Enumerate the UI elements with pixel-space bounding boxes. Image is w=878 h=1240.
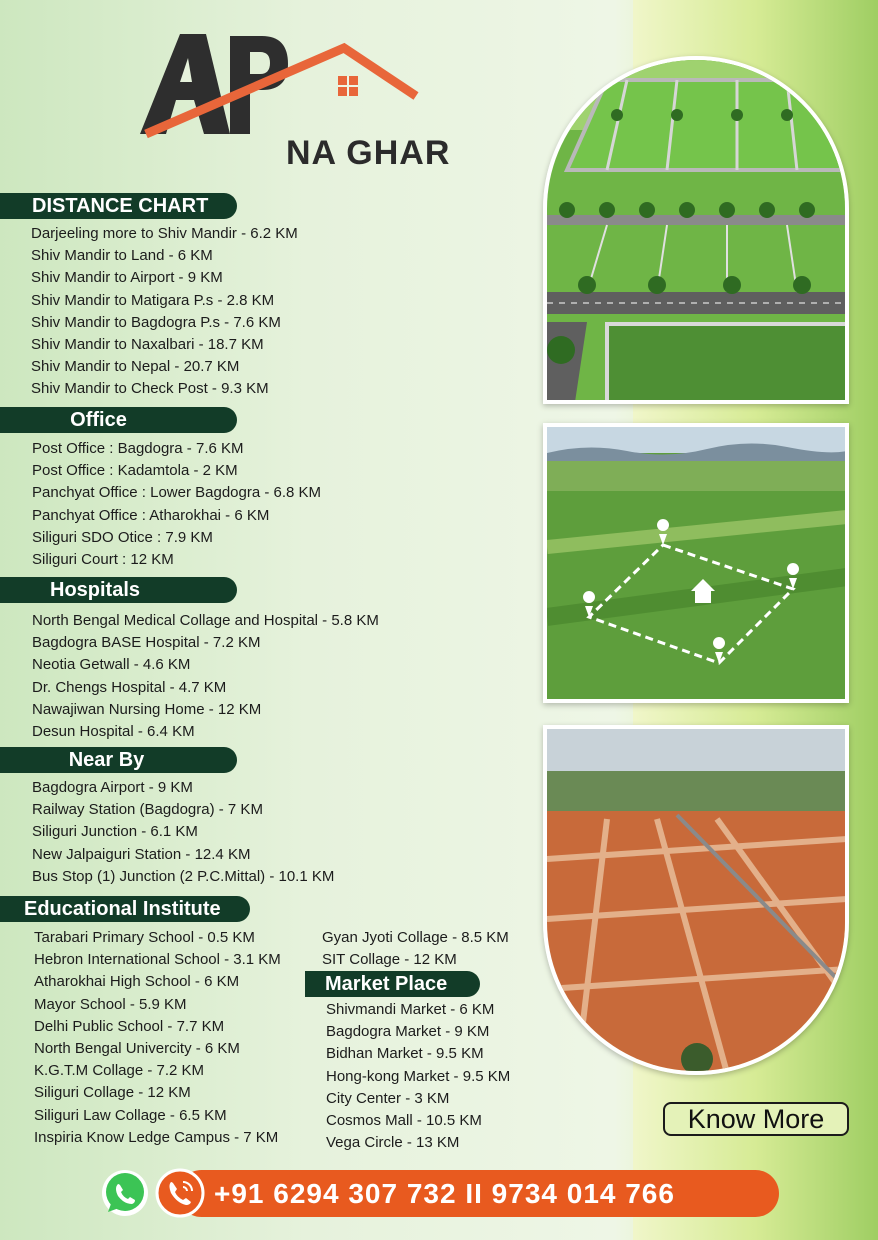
plot-boundary-photo <box>543 423 849 703</box>
list-item: Atharokhai High School - 6 KM <box>34 973 240 991</box>
list-item: Post Office : Bagdogra - 7.6 KM <box>32 440 244 457</box>
brand-logo <box>138 30 458 172</box>
list-item: Bidhan Market - 9.5 KM <box>326 1045 484 1063</box>
list-item: Darjeeling more to Shiv Mandir - 6.2 KM <box>31 225 298 242</box>
know-more-button[interactable]: Know More <box>663 1102 849 1136</box>
list-item: Shivmandi Market - 6 KM <box>326 1001 495 1018</box>
list-item: Gyan Jyoti Collage - 8.5 KM <box>322 929 509 946</box>
hospitals-list <box>32 610 379 743</box>
list-item: Panchyat Office : Lower Bagdogra - 6.8 KM <box>32 484 322 502</box>
list-item: Hong-kong Market - 9.5 KM <box>326 1067 511 1085</box>
education-list-right <box>322 927 509 971</box>
red-soil-plots-photo <box>543 725 849 1075</box>
phone-numbers-bar[interactable]: +91 6294 307 732 II 9734 014 766 <box>178 1170 779 1217</box>
whatsapp-icon[interactable] <box>100 1168 150 1218</box>
list-item: Mayor School - 5.9 KM <box>34 995 187 1013</box>
near-by-heading: Near By <box>0 747 237 773</box>
list-item: Bagdogra Market - 9 KM <box>326 1023 490 1041</box>
list-item: Shiv Mandir to Check Post - 9.3 KM <box>31 380 269 398</box>
list-item: Panchyat Office : Atharokhai - 6 KM <box>32 506 270 524</box>
list-item: Desun Hospital - 6.4 KM <box>32 722 195 740</box>
list-item: Dr. Chengs Hospital - 4.7 KM <box>32 678 227 696</box>
list-item: Vega Circle - 13 KM <box>326 1134 460 1152</box>
list-item: Neotia Getwall - 4.6 KM <box>32 656 191 674</box>
aerial-plots-photo <box>543 56 849 404</box>
list-item: Siliguri Court : 12 KM <box>32 550 174 568</box>
list-item: North Bengal Medical Collage and Hospital - 5.8 KM <box>32 612 379 629</box>
near-by-list <box>32 777 334 888</box>
list-item: Siliguri Collage - 12 KM <box>34 1084 191 1102</box>
list-item: Nawajiwan Nursing Home - 12 KM <box>32 700 262 718</box>
list-item: Bagdogra Airport - 9 KM <box>32 779 193 796</box>
list-item: Post Office : Kadamtola - 2 KM <box>32 462 238 480</box>
market-heading: Market Place <box>305 971 480 997</box>
education-list <box>34 927 281 1149</box>
distance-chart-heading: DISTANCE CHART <box>0 193 237 219</box>
list-item: Railway Station (Bagdogra) - 7 KM <box>32 801 263 819</box>
list-item: Bagdogra BASE Hospital - 7.2 KM <box>32 634 261 652</box>
market-list <box>326 999 510 1154</box>
list-item: Siliguri SDO Otice : 7.9 KM <box>32 528 213 546</box>
list-item: Hebron International School - 3.1 KM <box>34 951 281 969</box>
list-item: Delhi Public School - 7.7 KM <box>34 1017 225 1035</box>
list-item: SIT Collage - 12 KM <box>322 951 457 969</box>
list-item: New Jalpaiguri Station - 12.4 KM <box>32 845 251 863</box>
list-item: Shiv Mandir to Nepal - 20.7 KM <box>31 358 240 376</box>
list-item: Shiv Mandir to Bagdogra P.s - 7.6 KM <box>31 313 281 331</box>
list-item: Shiv Mandir to Matigara P.s - 2.8 KM <box>31 291 275 309</box>
list-item: Siliguri Law Collage - 6.5 KM <box>34 1106 227 1124</box>
office-list <box>32 438 321 571</box>
list-item: Tarabari Primary School - 0.5 KM <box>34 929 255 946</box>
phone-call-icon[interactable] <box>155 1168 205 1218</box>
logo-wordmark: NA GHAR <box>286 134 451 172</box>
list-item: Bus Stop (1) Junction (2 P.C.Mittal) - 10.1 KM <box>32 867 335 885</box>
list-item: K.G.T.M Collage - 7.2 KM <box>34 1062 205 1080</box>
list-item: City Center - 3 KM <box>326 1089 450 1107</box>
svg-text:AP: AP <box>138 30 140 31</box>
logo-mark <box>138 30 458 150</box>
list-item: Siliguri Junction - 6.1 KM <box>32 823 198 841</box>
list-item: Cosmos Mall - 10.5 KM <box>326 1111 482 1129</box>
list-item: Shiv Mandir to Land - 6 KM <box>31 247 213 265</box>
distance-chart-list <box>31 223 298 401</box>
list-item: North Bengal Univercity - 6 KM <box>34 1039 240 1057</box>
list-item: Inspiria Know Ledge Campus - 7 KM <box>34 1128 279 1146</box>
hospitals-heading: Hospitals <box>0 577 237 603</box>
education-heading: Educational Institute <box>0 896 250 922</box>
list-item: Shiv Mandir to Naxalbari - 18.7 KM <box>31 335 264 353</box>
list-item: Shiv Mandir to Airport - 9 KM <box>31 269 223 287</box>
office-heading: Office <box>0 407 237 433</box>
